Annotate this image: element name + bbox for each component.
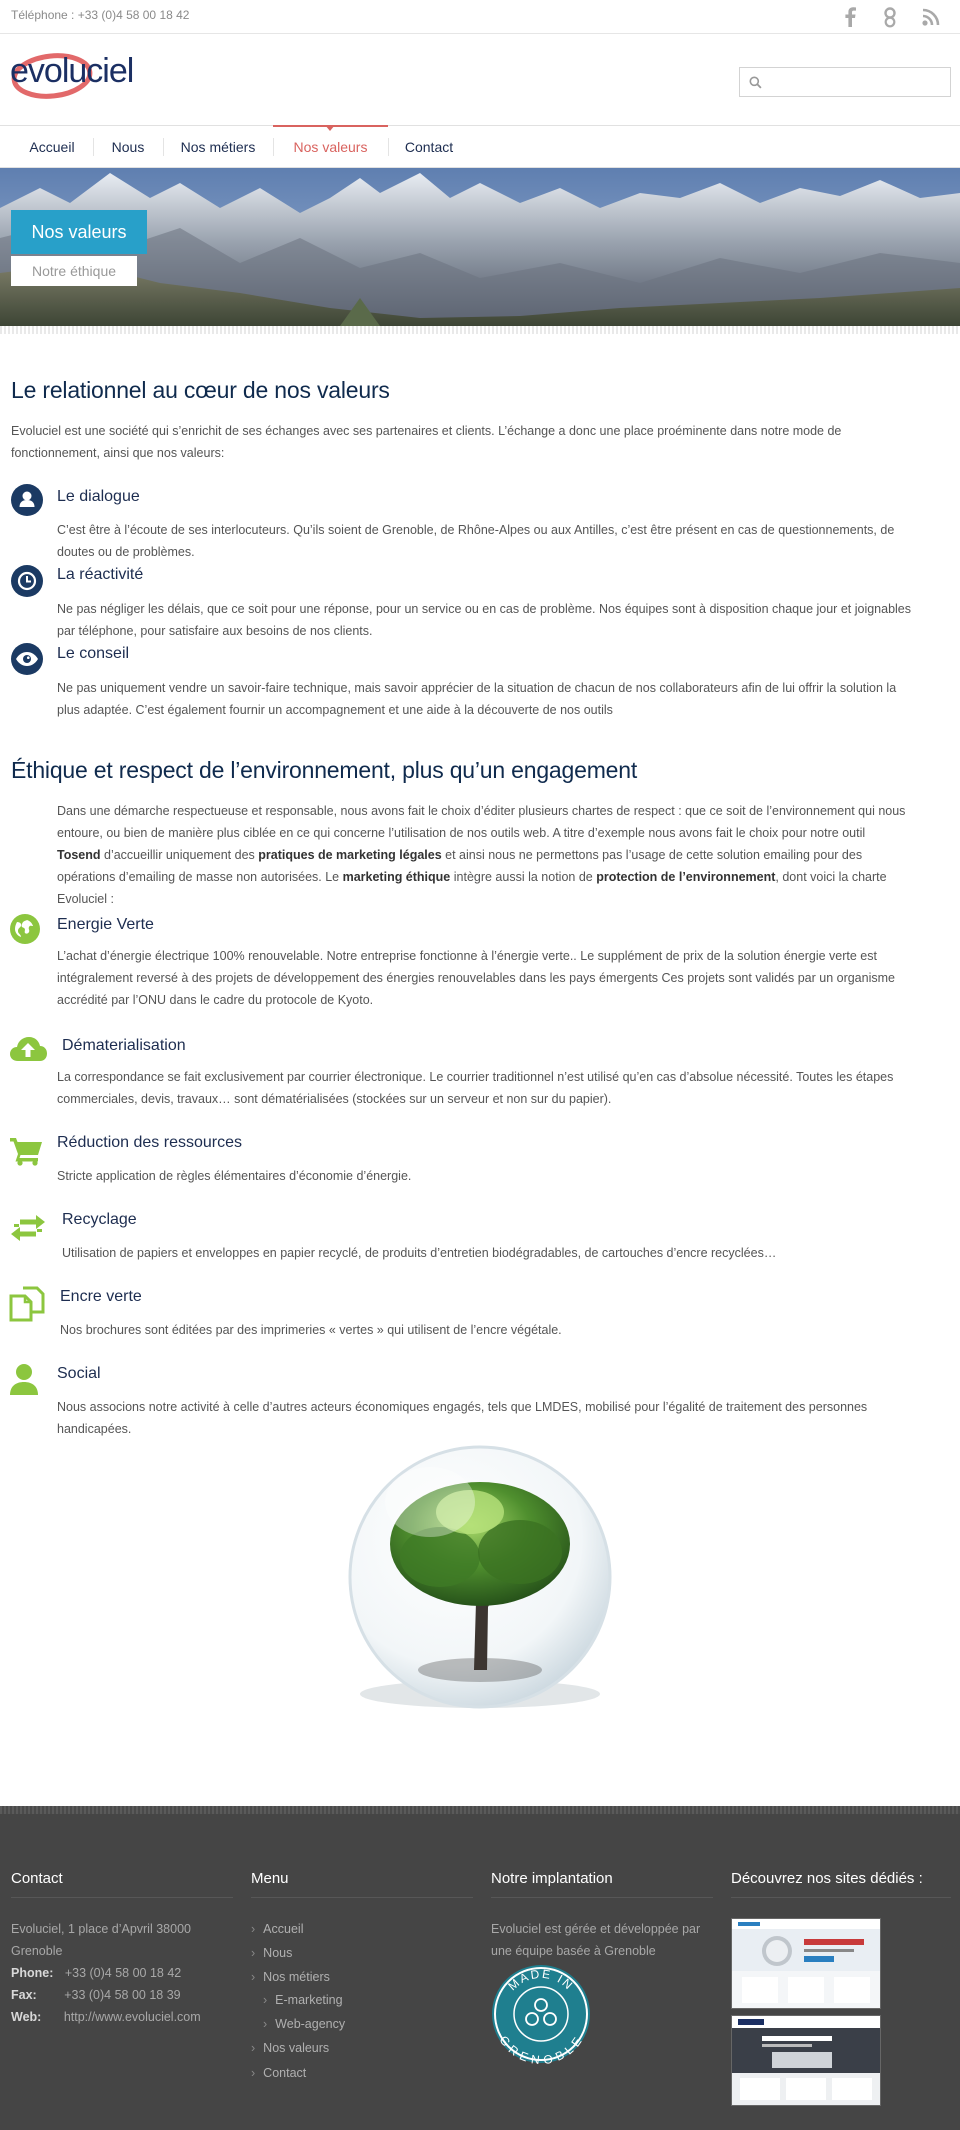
charter-text-reduction: Stricte application de règles élémentaires d’économie d’énergie. xyxy=(57,1169,412,1183)
footer-menu-item-e-marketing[interactable]: › E-marketing xyxy=(263,1993,343,2007)
nav-item-nos-metiers[interactable]: Nos métiers xyxy=(180,138,256,155)
svg-text:evoluciel: evoluciel xyxy=(10,52,134,90)
person-icon xyxy=(9,1363,39,1400)
footer-implantation-title: Notre implantation xyxy=(491,1870,613,1887)
nav-item-nous[interactable]: Nous xyxy=(111,138,145,155)
rss-icon[interactable] xyxy=(918,4,944,30)
footer-website-link[interactable]: http://www.evoluciel.com xyxy=(63,2010,201,2024)
charter-title-recyclage: Recyclage xyxy=(62,1211,137,1228)
footer-menu-title: Menu xyxy=(251,1870,289,1887)
footer-menu-item-contact[interactable]: › Contact xyxy=(251,2066,307,2080)
charter-text-dematerialisation: La correspondance se fait exclusivement par courrier électronique. Le courrier traditionnel n’est utilisé qu’en cas d’absolue nécessité. Toutes les étapes commerciales, devis, travaux… sont dématérialisées (stockées sur un serveur et non sur du papier). xyxy=(57,1070,894,1106)
footer-menu-item-nos-metiers[interactable]: › Nos métiers xyxy=(251,1970,330,1984)
charter-title-dematerialisation: Dématerialisation xyxy=(62,1037,186,1054)
facebook-icon[interactable] xyxy=(837,4,863,30)
site-thumbnail-tosend[interactable] xyxy=(731,1918,881,2009)
made-in-grenoble-badge xyxy=(491,1964,591,2064)
google-plus-icon[interactable] xyxy=(878,4,904,30)
cart-icon xyxy=(9,1136,43,1171)
charter-text-encre-verte: Nos brochures sont éditées par des imprimeries « vertes » qui utilisent de l’encre végétale. xyxy=(60,1323,562,1337)
nav-item-contact[interactable]: Contact xyxy=(404,138,454,155)
charter-text-recyclage: Utilisation de papiers et enveloppes en papier recyclé, de produits d’entretien biodégradables, de cartouches d’encre recyclées… xyxy=(62,1246,777,1260)
user-icon xyxy=(11,484,43,521)
charter-text-energie-verte: L’achat d’énergie électrique 100% renouvelable. Notre entreprise fonctionne à l’énergie verte.. Le supplément de prix de la solution énergie verte est intégralement reversé à des projets de développement des énergies renouvelables dans les pays émergents Ces projets sont validés par un organisme accrédité par l’ONU dans le cadre du protocole de Kyoto. xyxy=(57,949,895,1007)
charter-title-encre-verte: Encre verte xyxy=(60,1288,142,1305)
charter-title-energie-verte: Energie Verte xyxy=(57,916,154,933)
ethique-intro: Dans une démarche respectueuse et responsable, nous avons fait le choix d’éditer plusieurs chartes de respect : que ce soit de l’environnement qui nous entoure, ou bien de manière plus ciblée en ce qui concerne l’utilisation de nos outils web. A titre d’exemple nous avons fait le choix pour notre outil Tosend d’accueillir uniquement des pratiques de marketing légales et ainsi nous ne permettons pas l’usage de cette solution emailing pour des opérations d’emailing de masse non autorisées. Le marketing éthique intègre aussi la notion de protection de l’environnement, dont voici la charte Evoluciel : xyxy=(57,804,906,906)
tree-in-bubble-image xyxy=(330,1432,630,1732)
value-title-dialogue: Le dialogue xyxy=(57,488,140,505)
footer-sites-title: Découvrez nos sites dédiés : xyxy=(731,1870,923,1887)
footer-contact-title: Contact xyxy=(11,1870,63,1887)
footer-menu-item-nos-valeurs[interactable]: › Nos valeurs xyxy=(251,2041,330,2055)
section-intro: Evoluciel est une société qui s’enrichit de ses échanges avec ses partenaires et clients. L’échange a donc une place proéminente dans notre mode de fonctionnement, ainsi que nos valeurs: xyxy=(11,424,842,460)
charter-title-reduction: Réduction des ressources xyxy=(57,1134,242,1151)
search-box[interactable] xyxy=(739,67,951,97)
nav-active-arrow xyxy=(325,125,335,131)
hero-subtitle: Notre éthique xyxy=(11,256,137,286)
nav-item-accueil[interactable]: Accueil xyxy=(29,138,75,155)
footer-menu-item-accueil[interactable]: › Accueil xyxy=(251,1922,304,1936)
clock-icon xyxy=(11,565,43,602)
search-input[interactable] xyxy=(768,72,946,92)
section-title-values: Le relationnel au cœur de nos valeurs xyxy=(11,377,390,403)
nav-item-nos-valeurs[interactable]: Nos valeurs xyxy=(293,138,368,155)
charter-text-social: Nous associons notre activité à celle d’autres acteurs économiques engagés, tels que LMDES, mobilisé pour l’égalité de traitement des personnes handicapées. xyxy=(57,1400,868,1436)
footer-menu-item-web-agency[interactable]: › Web-agency xyxy=(263,2017,346,2031)
footer-implantation-text: Evoluciel est gérée et développée par une équipe basée à Grenoble xyxy=(491,1922,701,1958)
footer-divider xyxy=(0,1806,960,1814)
logo[interactable] xyxy=(10,52,170,100)
charter-title-social: Social xyxy=(57,1365,101,1382)
value-title-conseil: Le conseil xyxy=(57,645,130,662)
phone-number: Téléphone : +33 (0)4 58 00 18 42 xyxy=(11,8,190,22)
site-thumbnail-evoluciel[interactable] xyxy=(731,2015,881,2106)
value-text-dialogue: C’est être à l’écoute de ses interlocuteurs. Qu’ils soient de Grenoble, de Rhône-Alpes ou aux Antilles, c’est être présent en cas de questionnements, de doutes ou de problèmes. xyxy=(57,523,895,559)
hero-divider xyxy=(0,326,960,334)
footer-contact-info: Evoluciel, 1 place d’Apvril 38000 Grenoble Phone: +33 (0)4 58 00 18 42 Fax: +33 (0)4 58 00 18 39 Web: http://www.evoluciel.com xyxy=(11,1922,201,2024)
svg-text:GRENOBLE: GRENOBLE xyxy=(496,2033,586,2064)
hero-title: Nos valeurs xyxy=(11,210,147,254)
value-text-reactivite: Ne pas négliger les délais, que ce soit pour une réponse, pour un service ou en cas de problème. Nos équipes sont à disposition chaque jour et joignables par téléphone, pour satisfaire aux besoins de nos clients. xyxy=(57,602,912,638)
value-title-reactivite: La réactivité xyxy=(57,566,144,583)
recycle-icon xyxy=(10,1213,46,1248)
footer-menu-item-nous[interactable]: › Nous xyxy=(251,1946,293,1960)
value-text-conseil: Ne pas uniquement vendre un savoir-faire technique, mais savoir apprécier de la situation de chacun de nos collaborateurs afin de lui offrir la solution la plus adaptée. C’est également fournir un accompagnement et une aide à la découverte de nos outils xyxy=(57,681,897,717)
section-title-ethique: Éthique et respect de l’environnement, plus qu’un engagement xyxy=(11,757,638,783)
main-nav xyxy=(0,125,960,168)
copy-icon xyxy=(9,1286,45,1327)
eye-icon xyxy=(11,643,43,680)
svg-text:MADE IN: MADE IN xyxy=(505,1966,577,1994)
search-icon xyxy=(749,76,762,89)
cloud-upload-icon xyxy=(9,1033,47,1068)
globe-icon xyxy=(10,914,40,949)
